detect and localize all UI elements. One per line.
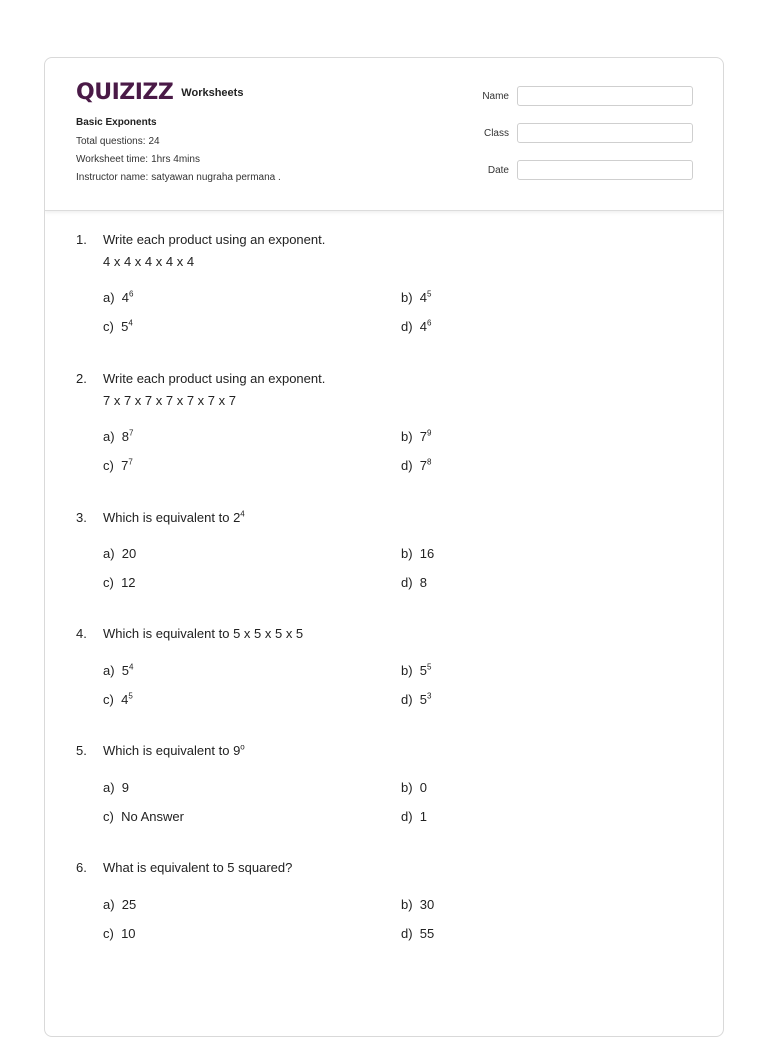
option-exponent: 5 [128,691,133,701]
worksheet-time-value: 1hrs 4mins [151,154,200,165]
option-base: 30 [419,897,435,912]
class-field-row [465,123,693,145]
option-letter: d) [401,926,413,941]
option-letter: a) [103,546,115,561]
option-exponent: 4 [129,662,134,672]
option-3d[interactable] [401,575,427,590]
option-base: 16 [419,546,435,561]
question-number: 2. [76,371,87,386]
date-field-row [465,160,693,182]
option-6a[interactable] [103,897,136,912]
option-5a[interactable] [103,780,129,795]
option-letter: d) [401,809,413,824]
question-subtext: 4 x 4 x 4 x 4 x 4 [103,254,195,269]
option-1d[interactable] [401,319,431,334]
option-4b[interactable] [401,663,431,678]
option-exponent: 5 [427,289,432,299]
question-text-base: Which is equivalent to 9 [103,743,241,758]
option-letter: b) [401,546,413,561]
worksheet-header [45,58,723,211]
option-exponent: 7 [128,457,133,467]
option-1b[interactable] [401,290,431,305]
name-input[interactable] [517,86,693,106]
option-letter: c) [103,575,114,590]
question-text: Write each product using an exponent. [103,371,326,386]
date-input[interactable] [517,160,693,180]
option-base: 9 [121,780,130,795]
class-label: Class [483,128,509,139]
option-4c[interactable] [103,692,133,707]
option-2c[interactable] [103,458,133,473]
option-base: 8 [121,429,130,444]
option-2b[interactable] [401,429,431,444]
option-1c[interactable] [103,319,133,334]
option-base: 5 [121,319,129,334]
option-5b[interactable] [401,780,427,795]
name-field-row [465,86,693,108]
option-1a[interactable] [103,290,133,305]
question-text: Which is equivalent to 5 x 5 x 5 x 5 [103,626,304,641]
option-base: 5 [419,663,428,678]
option-letter: a) [103,780,115,795]
option-6d[interactable] [401,926,434,941]
option-letter: b) [401,897,413,912]
total-questions-value: 24 [148,136,160,147]
option-base: 12 [121,575,136,590]
option-base: 4 [121,692,129,707]
instructor-label: Instructor name: [76,172,149,183]
option-base: 1 [419,809,428,824]
option-base: 4 [419,319,428,334]
question-number: 6. [76,860,87,875]
option-2d[interactable] [401,458,431,473]
option-base: 7 [121,458,129,473]
option-letter: a) [103,663,115,678]
question-subtext: 7 x 7 x 7 x 7 x 7 x 7 x 7 [103,393,236,408]
option-letter: b) [401,780,413,795]
question-text [103,743,245,758]
quizizz-logo: QUIZIZZ [76,80,174,105]
option-letter: b) [401,663,413,678]
question-text: Write each product using an exponent. [103,232,326,247]
instructor-name [76,172,281,183]
option-base: 0 [419,780,428,795]
option-base: 7 [419,458,428,473]
name-label: Name [482,91,509,102]
option-5d[interactable] [401,809,427,824]
option-base: 4 [419,290,428,305]
date-label: Date [487,165,509,176]
option-base: 7 [419,429,428,444]
class-input[interactable] [517,123,693,143]
option-letter: c) [103,319,114,334]
option-exponent: 6 [427,318,432,328]
question-number: 5. [76,743,87,758]
option-letter: d) [401,458,413,473]
question-number: 4. [76,626,87,641]
option-base: 25 [121,897,137,912]
option-letter: c) [103,692,114,707]
option-letter: d) [401,319,413,334]
question-text: What is equivalent to 5 squared? [103,860,293,875]
brand-subtitle: Worksheets [181,86,244,99]
option-letter: a) [103,897,115,912]
option-exponent: 9 [427,428,432,438]
option-base: No Answer [121,809,184,824]
option-exponent: 8 [427,457,432,467]
option-base: 4 [121,290,130,305]
option-exponent: 5 [427,662,432,672]
option-6c[interactable] [103,926,136,941]
option-6b[interactable] [401,897,434,912]
worksheet-page [44,57,724,1037]
option-letter: b) [401,290,413,305]
question-number: 1. [76,232,87,247]
option-base: 8 [419,575,428,590]
question-text-exponent: 4 [240,509,245,519]
question-number: 3. [76,510,87,525]
option-letter: c) [103,809,114,824]
option-letter: d) [401,692,413,707]
worksheet-title: Basic Exponents [76,117,157,128]
option-letter: a) [103,290,115,305]
option-letter: c) [103,458,114,473]
option-exponent: 7 [129,428,134,438]
option-4a[interactable] [103,663,133,678]
total-questions-label: Total questions: [76,136,146,147]
option-letter: d) [401,575,413,590]
option-base: 5 [419,692,428,707]
option-3c[interactable] [103,575,136,590]
worksheet-time [76,154,200,165]
option-5c[interactable] [103,809,184,824]
option-2a[interactable] [103,429,133,444]
option-letter: b) [401,429,413,444]
question-text [103,510,245,525]
option-exponent: 6 [129,289,134,299]
option-letter: c) [103,926,114,941]
option-3b[interactable] [401,546,434,561]
option-3a[interactable] [103,546,136,561]
option-base: 20 [121,546,137,561]
option-exponent: 4 [128,318,133,328]
instructor-value: satyawan nugraha permana . [151,172,281,183]
total-questions [76,136,160,147]
option-base: 10 [121,926,136,941]
option-base: 5 [121,663,130,678]
option-exponent: 3 [427,691,432,701]
option-base: 55 [419,926,435,941]
question-text-base: Which is equivalent to 2 [103,510,241,525]
worksheet-time-label: Worksheet time: [76,154,149,165]
brand [76,80,243,105]
option-letter: a) [103,429,115,444]
option-4d[interactable] [401,692,431,707]
question-text-exponent: o [240,742,245,752]
